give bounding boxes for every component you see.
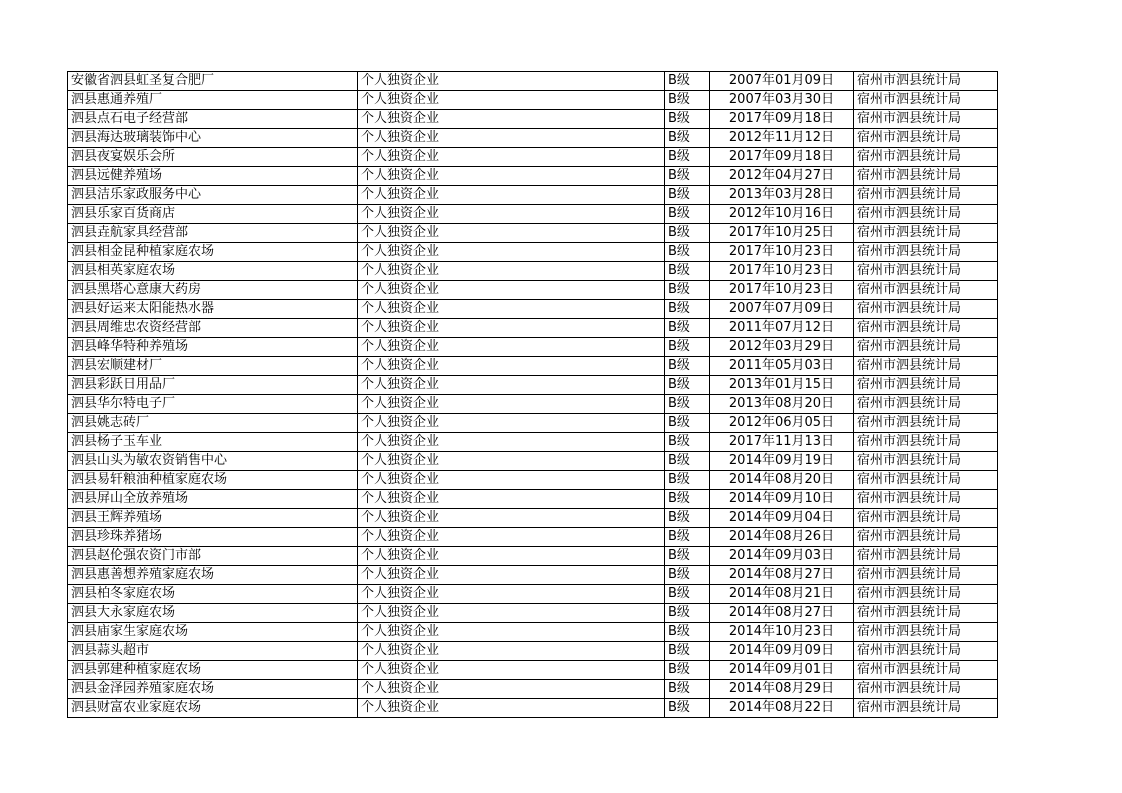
table-row: [68, 357, 998, 376]
rating-date-cell: 2017年09月18日: [710, 110, 854, 129]
credit-grade-cell: B级: [665, 72, 710, 91]
enterprise-name-cell: 泗县珍珠养猪场: [68, 528, 358, 547]
credit-grade-cell: B级: [665, 186, 710, 205]
table-row: [68, 262, 998, 281]
rating-date-cell: 2012年10月16日: [710, 205, 854, 224]
enterprise-type-cell: 个人独资企业: [358, 642, 665, 661]
credit-grade-cell: B级: [665, 433, 710, 452]
enterprise-type-cell: 个人独资企业: [358, 680, 665, 699]
credit-grade-cell: B级: [665, 509, 710, 528]
issuing-authority-cell: 宿州市泗县统计局: [854, 357, 998, 376]
issuing-authority-cell: 宿州市泗县统计局: [854, 376, 998, 395]
enterprise-name-cell: 泗县黑塔心意康大药房: [68, 281, 358, 300]
table-row: [68, 699, 998, 718]
credit-grade-cell: B级: [665, 680, 710, 699]
enterprise-type-cell: 个人独资企业: [358, 129, 665, 148]
rating-date-cell: 2014年08月22日: [710, 699, 854, 718]
credit-grade-cell: B级: [665, 547, 710, 566]
issuing-authority-cell: 宿州市泗县统计局: [854, 566, 998, 585]
enterprise-name-cell: 泗县惠通养殖厂: [68, 91, 358, 110]
credit-grade-cell: B级: [665, 585, 710, 604]
issuing-authority-cell: 宿州市泗县统计局: [854, 642, 998, 661]
enterprise-name-cell: 泗县峰华特种养殖场: [68, 338, 358, 357]
table-row: [68, 642, 998, 661]
enterprise-name-cell: 泗县华尔特电子厂: [68, 395, 358, 414]
table-row: [68, 148, 998, 167]
credit-grade-cell: B级: [665, 91, 710, 110]
credit-grade-cell: B级: [665, 566, 710, 585]
enterprise-name-cell: 泗县点石电子经营部: [68, 110, 358, 129]
enterprise-type-cell: 个人独资企业: [358, 452, 665, 471]
credit-grade-cell: B级: [665, 528, 710, 547]
credit-grade-cell: B级: [665, 148, 710, 167]
enterprise-name-cell: 安徽省泗县虹圣复合肥厂: [68, 72, 358, 91]
rating-date-cell: 2013年01月15日: [710, 376, 854, 395]
credit-grade-cell: B级: [665, 300, 710, 319]
enterprise-type-cell: 个人独资企业: [358, 338, 665, 357]
enterprise-type-cell: 个人独资企业: [358, 661, 665, 680]
table-row: [68, 623, 998, 642]
table-row: [68, 433, 998, 452]
enterprise-name-cell: 泗县相英家庭农场: [68, 262, 358, 281]
issuing-authority-cell: 宿州市泗县统计局: [854, 319, 998, 338]
enterprise-type-cell: 个人独资企业: [358, 376, 665, 395]
rating-date-cell: 2012年06月05日: [710, 414, 854, 433]
table-row: [68, 547, 998, 566]
enterprise-name-cell: 泗县庙家生家庭农场: [68, 623, 358, 642]
enterprise-name-cell: 泗县屏山全放养殖场: [68, 490, 358, 509]
enterprise-type-cell: 个人独资企业: [358, 224, 665, 243]
rating-date-cell: 2011年05月03日: [710, 357, 854, 376]
credit-grade-cell: B级: [665, 471, 710, 490]
enterprise-type-cell: 个人独资企业: [358, 528, 665, 547]
enterprise-type-cell: 个人独资企业: [358, 433, 665, 452]
enterprise-name-cell: 泗县郭建种植家庭农场: [68, 661, 358, 680]
enterprise-type-cell: 个人独资企业: [358, 281, 665, 300]
table-row: [68, 376, 998, 395]
enterprise-type-cell: 个人独资企业: [358, 262, 665, 281]
enterprise-type-cell: 个人独资企业: [358, 585, 665, 604]
issuing-authority-cell: 宿州市泗县统计局: [854, 414, 998, 433]
enterprise-type-cell: 个人独资企业: [358, 167, 665, 186]
issuing-authority-cell: 宿州市泗县统计局: [854, 680, 998, 699]
credit-grade-cell: B级: [665, 281, 710, 300]
enterprise-name-cell: 泗县乐家百货商店: [68, 205, 358, 224]
enterprise-type-cell: 个人独资企业: [358, 319, 665, 338]
issuing-authority-cell: 宿州市泗县统计局: [854, 205, 998, 224]
issuing-authority-cell: 宿州市泗县统计局: [854, 661, 998, 680]
enterprise-type-cell: 个人独资企业: [358, 91, 665, 110]
enterprise-name-cell: 泗县山头为敏农资销售中心: [68, 452, 358, 471]
rating-date-cell: 2017年11月13日: [710, 433, 854, 452]
rating-date-cell: 2014年09月09日: [710, 642, 854, 661]
enterprise-type-cell: 个人独资企业: [358, 509, 665, 528]
issuing-authority-cell: 宿州市泗县统计局: [854, 452, 998, 471]
rating-date-cell: 2017年10月23日: [710, 281, 854, 300]
rating-date-cell: 2014年08月27日: [710, 604, 854, 623]
table-row: [68, 224, 998, 243]
enterprise-type-cell: 个人独资企业: [358, 566, 665, 585]
credit-grade-cell: B级: [665, 262, 710, 281]
table-row: [68, 319, 998, 338]
table-row: [68, 243, 998, 262]
issuing-authority-cell: 宿州市泗县统计局: [854, 91, 998, 110]
issuing-authority-cell: 宿州市泗县统计局: [854, 262, 998, 281]
enterprise-name-cell: 泗县洁乐家政服务中心: [68, 186, 358, 205]
rating-date-cell: 2012年04月27日: [710, 167, 854, 186]
enterprise-name-cell: 泗县蒜头超市: [68, 642, 358, 661]
table-row: [68, 281, 998, 300]
issuing-authority-cell: 宿州市泗县统计局: [854, 395, 998, 414]
issuing-authority-cell: 宿州市泗县统计局: [854, 129, 998, 148]
issuing-authority-cell: 宿州市泗县统计局: [854, 528, 998, 547]
rating-date-cell: 2017年09月18日: [710, 148, 854, 167]
rating-date-cell: 2012年03月29日: [710, 338, 854, 357]
enterprise-type-cell: 个人独资企业: [358, 623, 665, 642]
table-row: [68, 205, 998, 224]
table-row: [68, 129, 998, 148]
rating-date-cell: 2012年11月12日: [710, 129, 854, 148]
table-row: [68, 661, 998, 680]
table-row: [68, 414, 998, 433]
enterprise-type-cell: 个人独资企业: [358, 110, 665, 129]
issuing-authority-cell: 宿州市泗县统计局: [854, 243, 998, 262]
table-row: [68, 452, 998, 471]
issuing-authority-cell: 宿州市泗县统计局: [854, 433, 998, 452]
rating-date-cell: 2014年08月29日: [710, 680, 854, 699]
credit-grade-cell: B级: [665, 205, 710, 224]
credit-grade-cell: B级: [665, 699, 710, 718]
table-row: [68, 91, 998, 110]
rating-date-cell: 2017年10月23日: [710, 262, 854, 281]
table-row: [68, 528, 998, 547]
table-row: [68, 395, 998, 414]
enterprise-type-cell: 个人独资企业: [358, 699, 665, 718]
issuing-authority-cell: 宿州市泗县统计局: [854, 604, 998, 623]
enterprise-name-cell: 泗县惠善想养殖家庭农场: [68, 566, 358, 585]
rating-date-cell: 2014年09月01日: [710, 661, 854, 680]
table-row: [68, 585, 998, 604]
credit-grade-cell: B级: [665, 661, 710, 680]
credit-grade-cell: B级: [665, 167, 710, 186]
enterprise-name-cell: 泗县金泽园养殖家庭农场: [68, 680, 358, 699]
rating-date-cell: 2014年09月03日: [710, 547, 854, 566]
enterprise-name-cell: 泗县赵伦强农资门市部: [68, 547, 358, 566]
enterprise-name-cell: 泗县远健养殖场: [68, 167, 358, 186]
rating-date-cell: 2011年07月12日: [710, 319, 854, 338]
issuing-authority-cell: 宿州市泗县统计局: [854, 300, 998, 319]
enterprise-name-cell: 泗县易轩粮油种植家庭农场: [68, 471, 358, 490]
issuing-authority-cell: 宿州市泗县统计局: [854, 186, 998, 205]
rating-date-cell: 2017年10月25日: [710, 224, 854, 243]
enterprise-name-cell: 泗县相金昆种植家庭农场: [68, 243, 358, 262]
rating-date-cell: 2014年10月23日: [710, 623, 854, 642]
credit-grade-cell: B级: [665, 490, 710, 509]
credit-grade-cell: B级: [665, 110, 710, 129]
rating-date-cell: 2014年08月21日: [710, 585, 854, 604]
enterprise-name-cell: 泗县周维忠农资经营部: [68, 319, 358, 338]
enterprise-type-cell: 个人独资企业: [358, 243, 665, 262]
enterprise-name-cell: 泗县垚航家具经营部: [68, 224, 358, 243]
credit-grade-cell: B级: [665, 623, 710, 642]
enterprise-type-cell: 个人独资企业: [358, 395, 665, 414]
enterprise-type-cell: 个人独资企业: [358, 490, 665, 509]
enterprise-name-cell: 泗县王辉养殖场: [68, 509, 358, 528]
enterprise-type-cell: 个人独资企业: [358, 72, 665, 91]
enterprise-type-cell: 个人独资企业: [358, 471, 665, 490]
issuing-authority-cell: 宿州市泗县统计局: [854, 72, 998, 91]
table-row: [68, 680, 998, 699]
enterprise-name-cell: 泗县好运来太阳能热水器: [68, 300, 358, 319]
credit-grade-cell: B级: [665, 376, 710, 395]
rating-date-cell: 2007年01月09日: [710, 72, 854, 91]
issuing-authority-cell: 宿州市泗县统计局: [854, 623, 998, 642]
enterprise-name-cell: 泗县夜宴娱乐会所: [68, 148, 358, 167]
issuing-authority-cell: 宿州市泗县统计局: [854, 471, 998, 490]
rating-date-cell: 2014年09月19日: [710, 452, 854, 471]
table-row: [68, 167, 998, 186]
enterprise-name-cell: 泗县宏顺建材厂: [68, 357, 358, 376]
enterprise-type-cell: 个人独资企业: [358, 414, 665, 433]
rating-date-cell: 2013年08月20日: [710, 395, 854, 414]
issuing-authority-cell: 宿州市泗县统计局: [854, 148, 998, 167]
table-row: [68, 110, 998, 129]
table-row: [68, 300, 998, 319]
credit-grade-cell: B级: [665, 642, 710, 661]
credit-grade-cell: B级: [665, 357, 710, 376]
rating-date-cell: 2007年07月09日: [710, 300, 854, 319]
issuing-authority-cell: 宿州市泗县统计局: [854, 585, 998, 604]
credit-grade-cell: B级: [665, 452, 710, 471]
table-row: [68, 338, 998, 357]
issuing-authority-cell: 宿州市泗县统计局: [854, 110, 998, 129]
issuing-authority-cell: 宿州市泗县统计局: [854, 509, 998, 528]
issuing-authority-cell: 宿州市泗县统计局: [854, 490, 998, 509]
enterprise-name-cell: 泗县柏冬家庭农场: [68, 585, 358, 604]
table-row: [68, 490, 998, 509]
enterprise-type-cell: 个人独资企业: [358, 547, 665, 566]
rating-date-cell: 2007年03月30日: [710, 91, 854, 110]
enterprise-type-cell: 个人独资企业: [358, 148, 665, 167]
table-body: [68, 72, 998, 718]
enterprise-name-cell: 泗县彩跃日用品厂: [68, 376, 358, 395]
credit-grade-cell: B级: [665, 414, 710, 433]
enterprise-type-cell: 个人独资企业: [358, 186, 665, 205]
rating-date-cell: 2013年03月28日: [710, 186, 854, 205]
credit-grade-cell: B级: [665, 319, 710, 338]
issuing-authority-cell: 宿州市泗县统计局: [854, 224, 998, 243]
enterprise-type-cell: 个人独资企业: [358, 604, 665, 623]
table-row: [68, 72, 998, 91]
enterprise-name-cell: 泗县财富农业家庭农场: [68, 699, 358, 718]
credit-grade-cell: B级: [665, 243, 710, 262]
rating-date-cell: 2014年08月26日: [710, 528, 854, 547]
rating-date-cell: 2014年08月27日: [710, 566, 854, 585]
credit-grade-cell: B级: [665, 338, 710, 357]
enterprise-type-cell: 个人独资企业: [358, 205, 665, 224]
issuing-authority-cell: 宿州市泗县统计局: [854, 338, 998, 357]
table-row: [68, 604, 998, 623]
rating-date-cell: 2014年09月10日: [710, 490, 854, 509]
rating-date-cell: 2014年09月04日: [710, 509, 854, 528]
enterprise-name-cell: 泗县杨子玉车业: [68, 433, 358, 452]
credit-grade-cell: B级: [665, 395, 710, 414]
table-row: [68, 186, 998, 205]
enterprise-name-cell: 泗县大永家庭农场: [68, 604, 358, 623]
table-row: [68, 566, 998, 585]
rating-date-cell: 2017年10月23日: [710, 243, 854, 262]
enterprise-type-cell: 个人独资企业: [358, 300, 665, 319]
issuing-authority-cell: 宿州市泗县统计局: [854, 699, 998, 718]
enterprise-type-cell: 个人独资企业: [358, 357, 665, 376]
issuing-authority-cell: 宿州市泗县统计局: [854, 547, 998, 566]
table-row: [68, 509, 998, 528]
issuing-authority-cell: 宿州市泗县统计局: [854, 167, 998, 186]
enterprise-name-cell: 泗县海达玻璃装饰中心: [68, 129, 358, 148]
rating-date-cell: 2014年08月20日: [710, 471, 854, 490]
enterprise-name-cell: 泗县姚志砖厂: [68, 414, 358, 433]
credit-grade-cell: B级: [665, 129, 710, 148]
credit-grade-cell: B级: [665, 604, 710, 623]
table-row: [68, 471, 998, 490]
enterprise-credit-table: [67, 71, 998, 718]
credit-grade-cell: B级: [665, 224, 710, 243]
issuing-authority-cell: 宿州市泗县统计局: [854, 281, 998, 300]
